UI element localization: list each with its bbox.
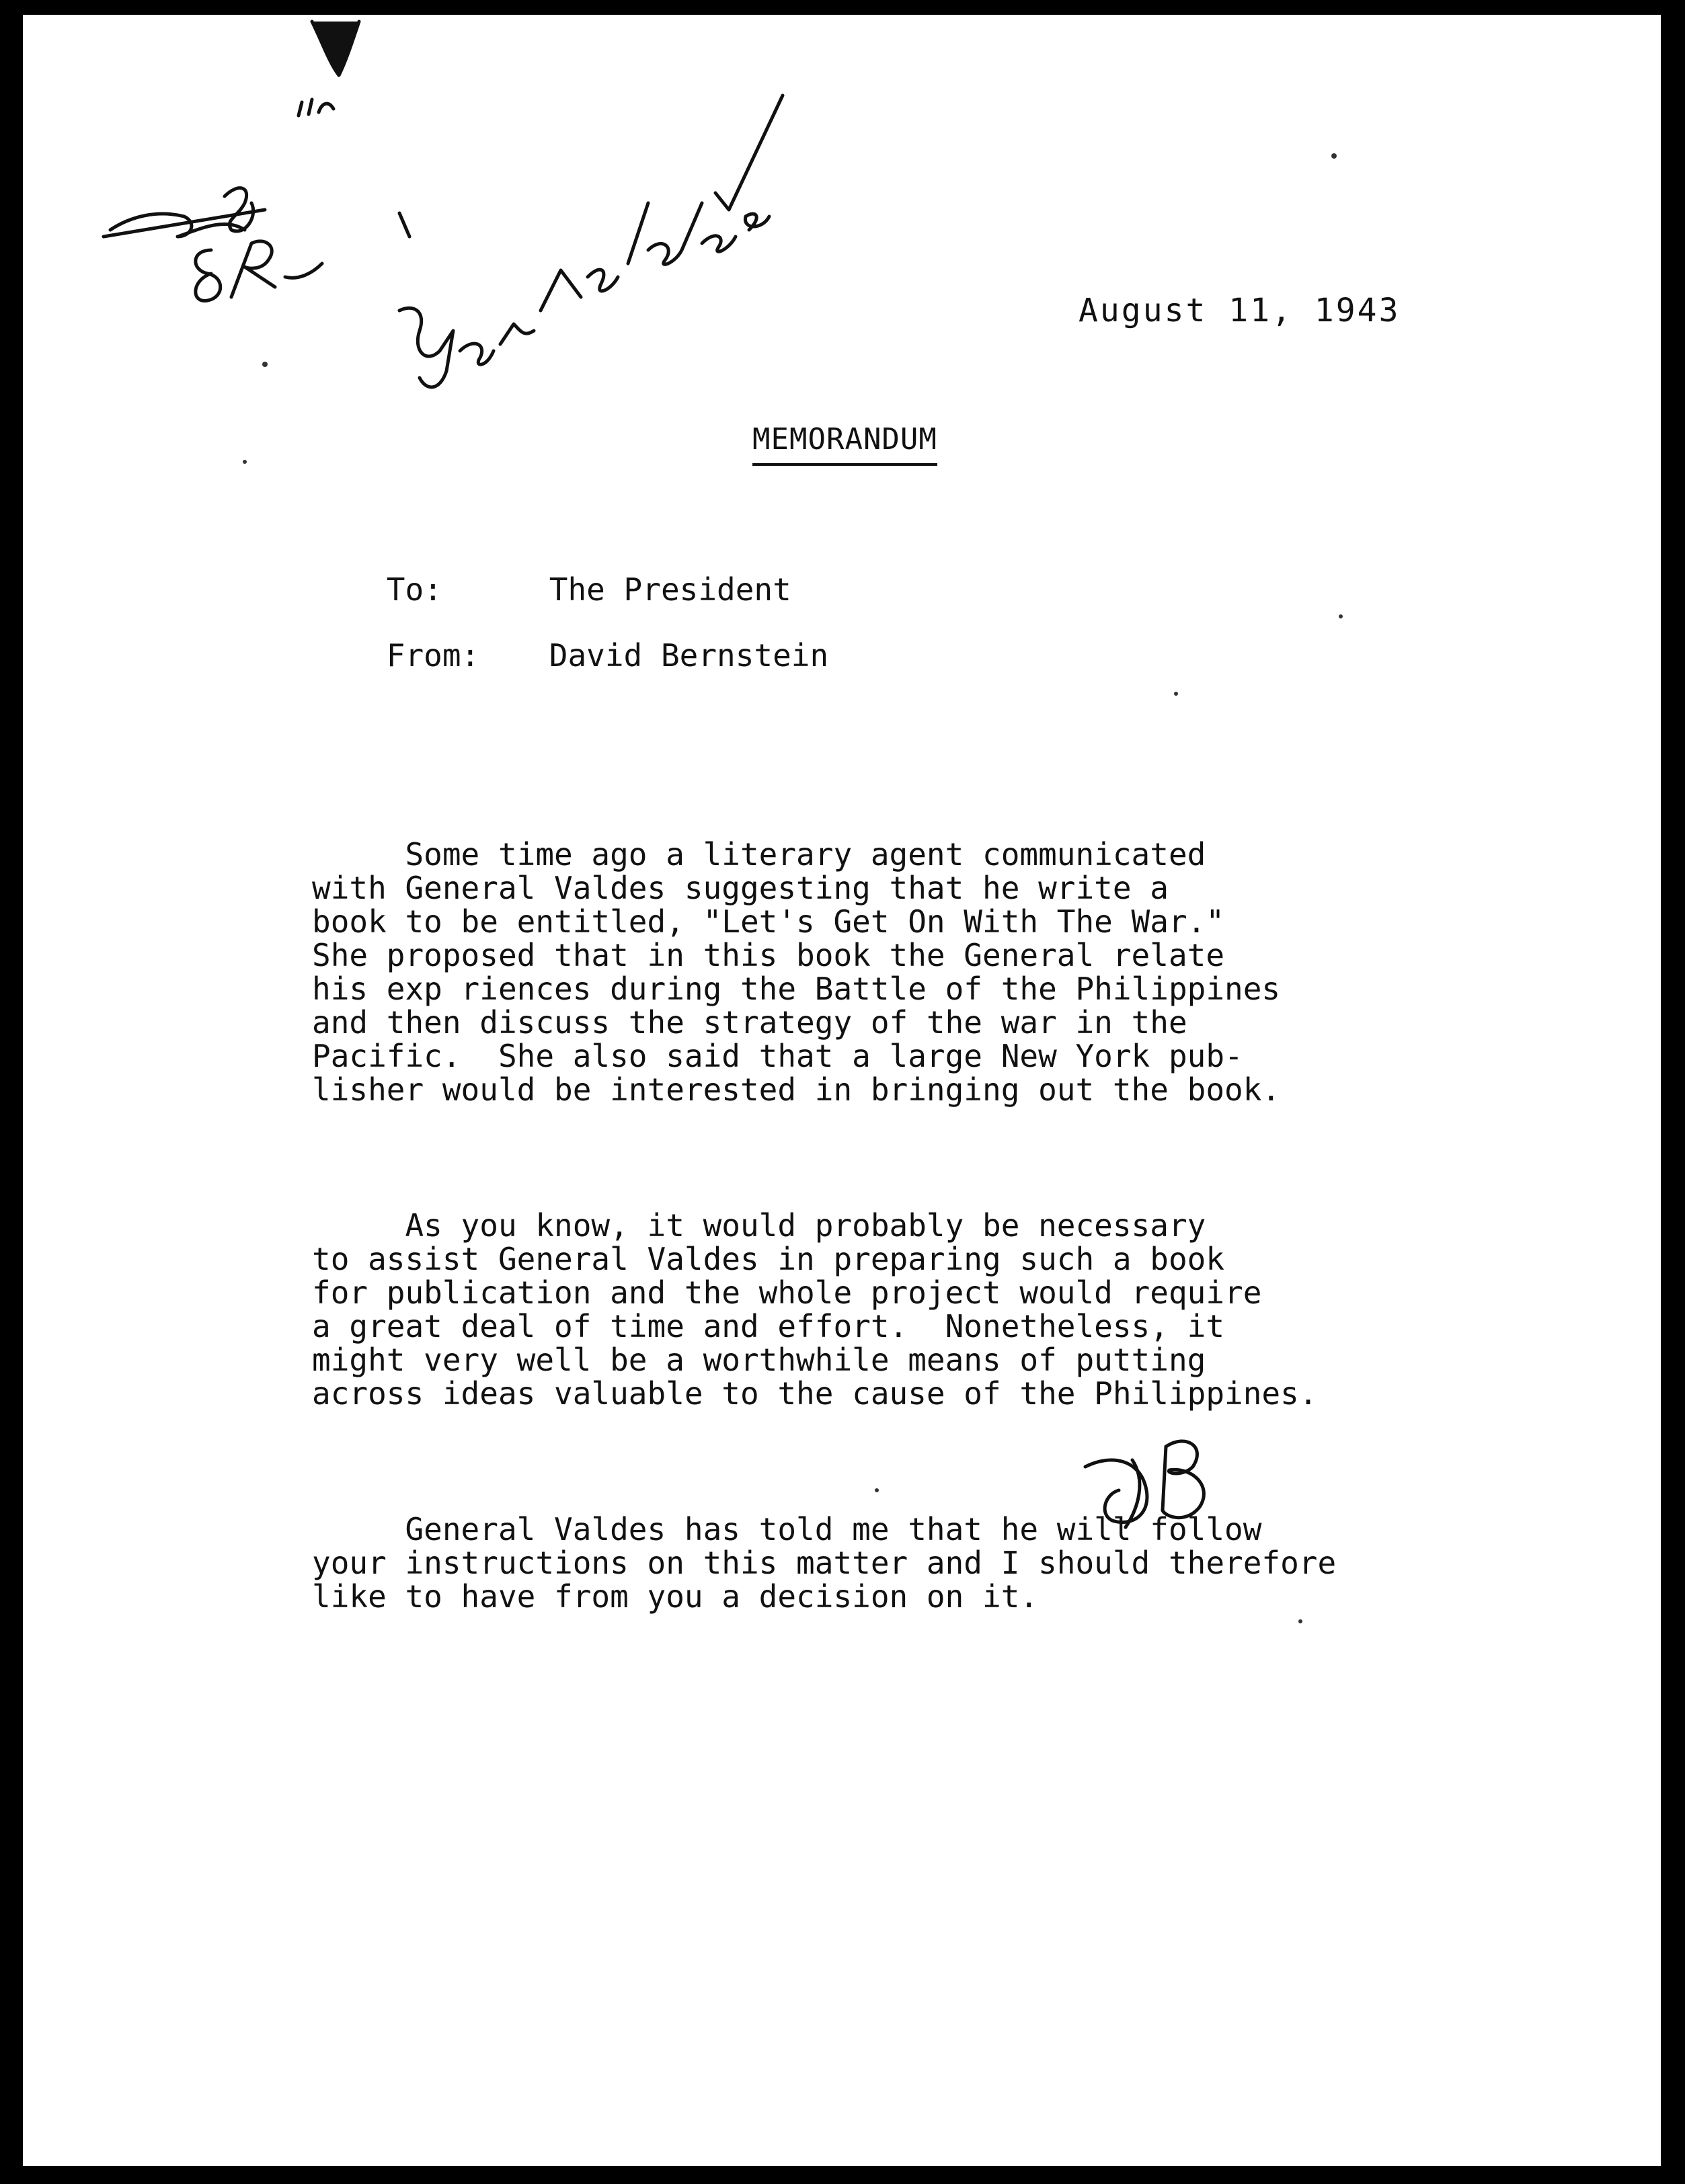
body-line: across ideas valuable to the cause of the Philippines. [312,1375,1318,1412]
body-line: like to have from you a decision on it. [312,1578,1039,1615]
paragraph-3 [312,1512,1522,1613]
body-line: Pacific. She also said that a large New York pub- [312,1038,1243,1074]
body-line: lisher would be interested in bringing out the book. [312,1071,1281,1108]
paragraph-2 [312,1209,1522,1410]
body-line: with General Valdes suggesting that he write a [312,870,1169,906]
memo-body [312,770,1522,1681]
memo-title: MEMORANDUM [752,422,937,466]
body-line: his exp riences during the Battle of the Philippines [312,971,1281,1007]
body-line: a great deal of time and effort. Nonetheless, it [312,1308,1225,1344]
from-line [312,601,828,710]
body-line: Some time ago a literary agent communicated [312,836,1206,873]
memo-page [23,15,1661,2166]
body-line: She proposed that in this book the General relate [312,937,1225,973]
to-label: To: [386,571,442,608]
body-line: to assist General Valdes in preparing such a book [312,1241,1225,1277]
body-line: for publication and the whole project would require [312,1275,1262,1311]
body-line: General Valdes has told me that he will follow [312,1511,1262,1547]
body-line: and then discuss the strategy of the war in the [312,1004,1187,1041]
from-value: David Bernstein [549,637,829,674]
memo-date: August 11, 1943 [1079,292,1401,329]
to-value: The President [549,571,791,608]
body-line: your instructions on this matter and I should therefore [312,1545,1337,1581]
body-line: book to be entitled, "Let's Get On With The War." [312,903,1225,940]
paragraph-1 [312,838,1522,1106]
body-line: As you know, it would probably be necessary [312,1207,1206,1244]
body-line: might very well be a worthwhile means of putting [312,1342,1206,1378]
from-label: From: [386,637,480,674]
